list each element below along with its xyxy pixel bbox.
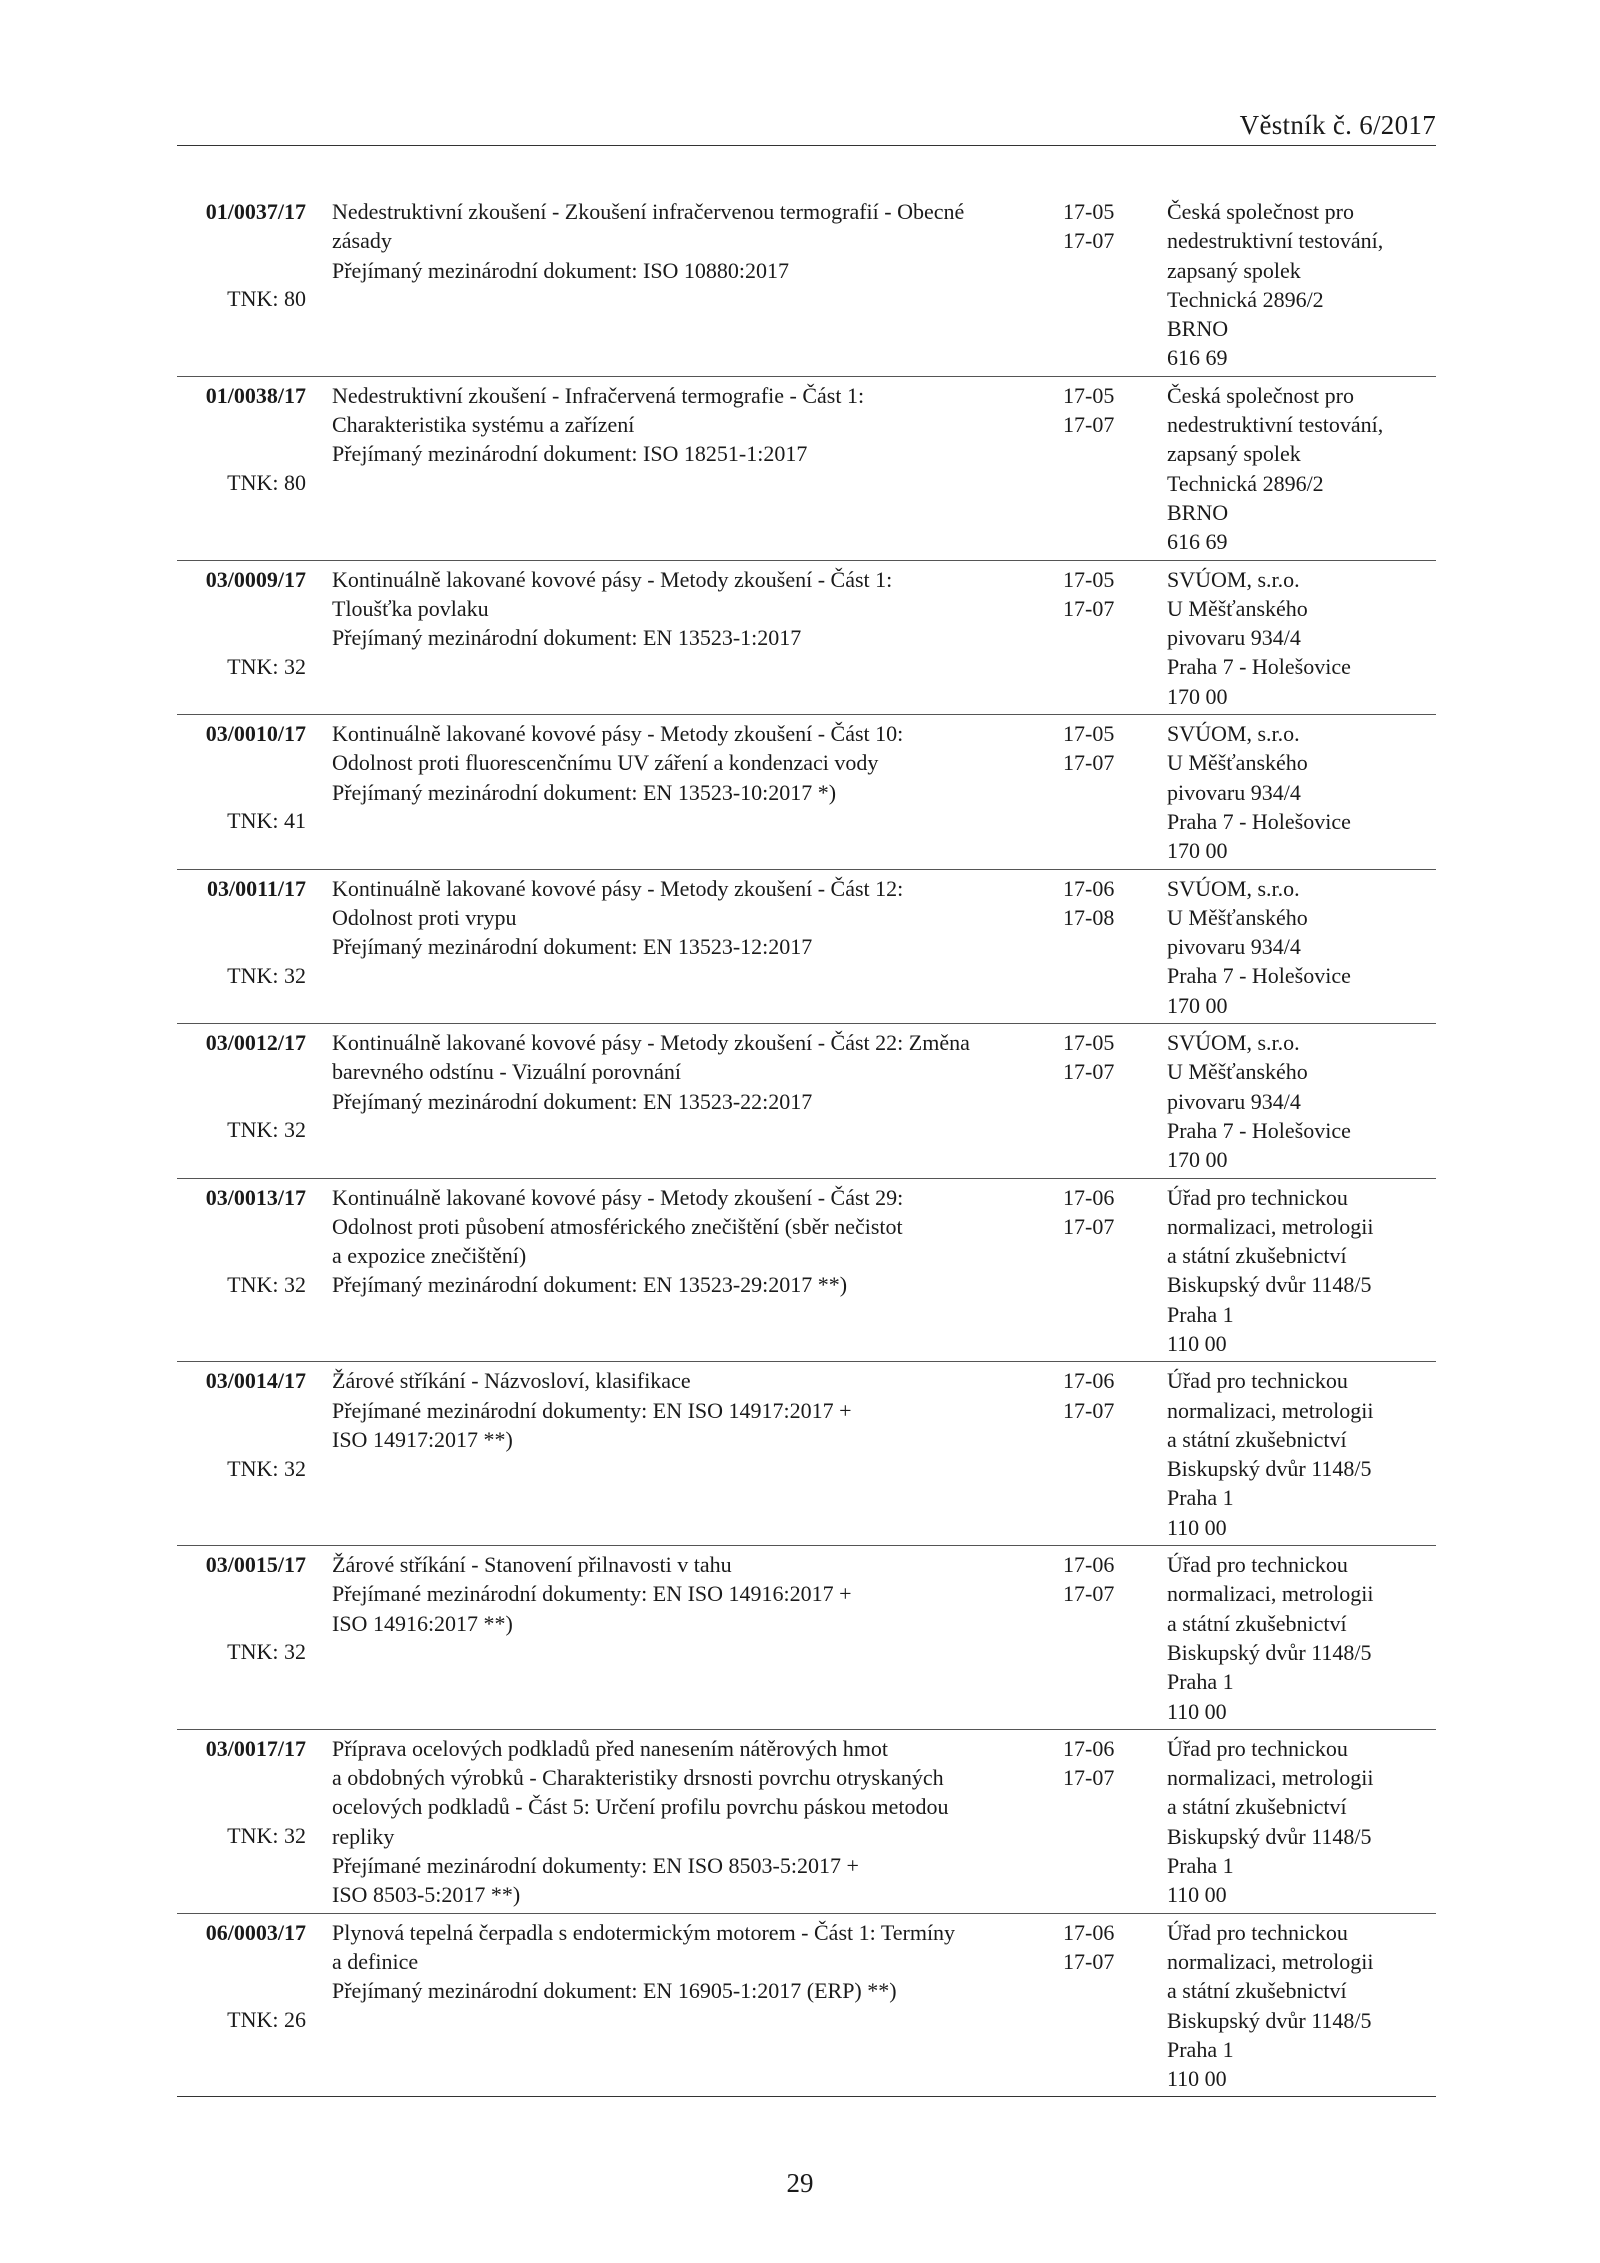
entry-title-line: Přejímané mezinárodní dokumenty: EN ISO 14916:2017 + bbox=[332, 1581, 852, 1607]
entry-contact-line: Biskupský dvůr 1148/5 bbox=[1167, 1272, 1372, 1298]
entry-title-line: Přejímané mezinárodní dokumenty: EN ISO 14917:2017 + bbox=[332, 1397, 852, 1423]
entry-date: 17-07 bbox=[1063, 1765, 1115, 1791]
entry-id-column bbox=[177, 565, 306, 711]
entry-number: 01/0038/17 bbox=[205, 382, 306, 408]
entry-title-line: Kontinuálně lakované kovové pásy - Metody zkoušení - Část 1: bbox=[332, 566, 893, 592]
list-item bbox=[177, 560, 1436, 714]
entry-tnk: TNK: 41 bbox=[227, 808, 306, 834]
entry-contact-line: Technická 2896/2 bbox=[1167, 286, 1324, 312]
entry-date: 17-07 bbox=[1063, 412, 1115, 438]
entry-contact-line: U Měšťanského bbox=[1167, 1059, 1308, 1085]
list-item bbox=[177, 1913, 1436, 2097]
entry-title-line: Žárové stříkání - Názvosloví, klasifikace bbox=[332, 1368, 691, 1394]
entry-contact-line: Úřad pro technickou bbox=[1167, 1735, 1348, 1761]
entry-contact-line: Praha 1 bbox=[1167, 1669, 1234, 1695]
entry-date: 17-07 bbox=[1063, 1581, 1115, 1607]
entry-tnk: TNK: 32 bbox=[227, 1639, 306, 1665]
list-item bbox=[177, 1178, 1436, 1362]
entry-contact-line: Praha 1 bbox=[1167, 2036, 1234, 2062]
entry-dates bbox=[1063, 874, 1131, 1020]
entry-title bbox=[332, 1918, 1063, 2094]
entry-tnk: TNK: 26 bbox=[227, 2006, 306, 2032]
entry-contact-line: normalizaci, metrologii bbox=[1167, 1765, 1374, 1791]
entry-number: 01/0037/17 bbox=[205, 199, 306, 224]
entry-id-column bbox=[177, 1734, 306, 1910]
entry-title-line: Charakteristika systému a zařízení bbox=[332, 412, 635, 438]
entry-date: 17-06 bbox=[1063, 1184, 1115, 1210]
entry-number: 03/0009/17 bbox=[205, 566, 306, 592]
entry-contact-line: a státní zkušebnictví bbox=[1167, 1243, 1347, 1269]
entry-contact-line: normalizaci, metrologii bbox=[1167, 1581, 1374, 1607]
entry-dates bbox=[1063, 1918, 1131, 2094]
entry-tnk: TNK: 32 bbox=[227, 962, 306, 988]
entry-number: 03/0010/17 bbox=[205, 721, 306, 747]
entry-title bbox=[332, 874, 1063, 1020]
entry-contact-line: 110 00 bbox=[1167, 2066, 1227, 2092]
entry-date: 17-07 bbox=[1063, 1059, 1115, 1085]
entry-contact-line: pivovaru 934/4 bbox=[1167, 625, 1301, 651]
entry-date: 17-06 bbox=[1063, 1919, 1115, 1945]
entry-title-line: Tloušťka povlaku bbox=[332, 595, 489, 621]
entry-title-line: Kontinuálně lakované kovové pásy - Metody zkoušení - Část 12: bbox=[332, 875, 904, 901]
entry-contact-line: 170 00 bbox=[1167, 838, 1228, 864]
entry-contact-line: pivovaru 934/4 bbox=[1167, 934, 1301, 960]
entry-tnk: TNK: 32 bbox=[227, 653, 306, 679]
entry-dates bbox=[1063, 1183, 1131, 1359]
entry-date: 17-07 bbox=[1063, 1397, 1115, 1423]
entry-title bbox=[332, 1028, 1063, 1174]
entry-date: 17-07 bbox=[1063, 1948, 1115, 1974]
entry-contact bbox=[1167, 874, 1447, 1020]
entry-contact bbox=[1167, 197, 1447, 373]
entry-contact-line: Česká společnost pro bbox=[1167, 382, 1354, 408]
entry-number: 06/0003/17 bbox=[205, 1919, 306, 1945]
entry-contact bbox=[1167, 1918, 1447, 2094]
entry-title-line: zásady bbox=[332, 228, 392, 254]
entry-title-line: ISO 8503-5:2017 **) bbox=[332, 1882, 521, 1908]
entry-contact-line: Úřad pro technickou bbox=[1167, 1368, 1348, 1394]
list-item bbox=[177, 869, 1436, 1023]
entry-id-column bbox=[177, 719, 306, 865]
entry-tnk: TNK: 32 bbox=[227, 1455, 306, 1481]
entry-id-column bbox=[177, 874, 306, 1020]
entry-contact-line: Praha 1 bbox=[1167, 1485, 1234, 1511]
list-item bbox=[177, 1361, 1436, 1545]
entry-title-line: Plynová tepelná čerpadla s endotermickým motorem - Část 1: Termíny bbox=[332, 1919, 956, 1945]
entry-title bbox=[332, 197, 1063, 373]
entry-contact-line: Úřad pro technickou bbox=[1167, 1552, 1348, 1578]
entry-title-line: Kontinuálně lakované kovové pásy - Metody zkoušení - Část 10: bbox=[332, 721, 904, 747]
entry-tnk: TNK: 32 bbox=[227, 1823, 306, 1849]
entry-date: 17-06 bbox=[1063, 1552, 1115, 1578]
entry-dates bbox=[1063, 565, 1131, 711]
entry-contact-line: Praha 7 - Holešovice bbox=[1167, 1117, 1351, 1143]
header-divider bbox=[177, 145, 1436, 146]
list-item bbox=[177, 714, 1436, 868]
entry-id-column bbox=[177, 1918, 306, 2094]
entry-title-line: Kontinuálně lakované kovové pásy - Metody zkoušení - Část 29: bbox=[332, 1184, 904, 1210]
entry-title bbox=[332, 1183, 1063, 1359]
entry-dates bbox=[1063, 719, 1131, 865]
entry-contact-line: normalizaci, metrologii bbox=[1167, 1213, 1374, 1239]
entry-tnk: TNK: 32 bbox=[227, 1271, 306, 1297]
entry-title-line: barevného odstínu - Vizuální porovnání bbox=[332, 1059, 681, 1085]
entry-contact-line: SVÚOM, s.r.o. bbox=[1167, 721, 1300, 747]
entry-date: 17-07 bbox=[1063, 228, 1115, 254]
entry-contact-line: BRNO bbox=[1167, 499, 1229, 525]
entry-title-line: ISO 14917:2017 **) bbox=[332, 1426, 513, 1452]
entry-date: 17-07 bbox=[1063, 595, 1115, 621]
entry-title-line: Přejímaný mezinárodní dokument: EN 16905-1:2017 (ERP) **) bbox=[332, 1978, 897, 2004]
entry-contact-line: Praha 7 - Holešovice bbox=[1167, 963, 1351, 989]
standards-list bbox=[177, 193, 1436, 2097]
entry-title bbox=[332, 565, 1063, 711]
entry-title-line: Žárové stříkání - Stanovení přilnavosti v tahu bbox=[332, 1552, 732, 1578]
entry-contact-line: SVÚOM, s.r.o. bbox=[1167, 1030, 1300, 1056]
entry-id-column bbox=[177, 197, 306, 373]
entry-title-line: Přejímaný mezinárodní dokument: EN 13523-10:2017 *) bbox=[332, 779, 837, 805]
entry-date: 17-05 bbox=[1063, 199, 1115, 224]
entry-title-line: Přejímaný mezinárodní dokument: EN 13523-29:2017 **) bbox=[332, 1272, 848, 1298]
entry-id-column bbox=[177, 1028, 306, 1174]
entry-contact-line: zapsaný spolek bbox=[1167, 441, 1301, 467]
list-item bbox=[177, 376, 1436, 560]
entry-id-column bbox=[177, 1183, 306, 1359]
entry-contact-line: Biskupský dvůr 1148/5 bbox=[1167, 1456, 1372, 1482]
entry-contact-line: normalizaci, metrologii bbox=[1167, 1948, 1374, 1974]
entry-contact-line: zapsaný spolek bbox=[1167, 257, 1301, 283]
entry-contact-line: Úřad pro technickou bbox=[1167, 1184, 1348, 1210]
entry-title-line: Přejímaný mezinárodní dokument: ISO 10880:2017 bbox=[332, 257, 790, 283]
entry-title-line: Přejímaný mezinárodní dokument: EN 13523-1:2017 bbox=[332, 625, 802, 651]
entry-tnk: TNK: 32 bbox=[227, 1117, 306, 1143]
entry-contact-line: Praha 1 bbox=[1167, 1853, 1234, 1879]
entry-number: 03/0017/17 bbox=[205, 1735, 306, 1761]
entry-contact-line: a státní zkušebnictví bbox=[1167, 1978, 1347, 2004]
entry-contact-line: 170 00 bbox=[1167, 1147, 1228, 1173]
entry-contact-line: Praha 1 bbox=[1167, 1301, 1234, 1327]
entry-date: 17-08 bbox=[1063, 904, 1115, 930]
entry-dates bbox=[1063, 197, 1131, 373]
page-number: 29 bbox=[786, 2168, 814, 2198]
entry-contact-line: pivovaru 934/4 bbox=[1167, 779, 1301, 805]
entry-title bbox=[332, 1550, 1063, 1726]
entry-dates bbox=[1063, 1550, 1131, 1726]
entry-contact-line: pivovaru 934/4 bbox=[1167, 1088, 1301, 1114]
entry-number: 03/0013/17 bbox=[205, 1184, 306, 1210]
entry-contact-line: a státní zkušebnictví bbox=[1167, 1610, 1347, 1636]
entry-title bbox=[332, 381, 1063, 557]
entry-contact bbox=[1167, 1734, 1447, 1910]
entry-title-line: Přejímaný mezinárodní dokument: EN 13523-22:2017 bbox=[332, 1088, 813, 1114]
entry-contact-line: 110 00 bbox=[1167, 1698, 1227, 1724]
entry-contact-line: Česká společnost pro bbox=[1167, 199, 1354, 224]
entry-date: 17-06 bbox=[1063, 1368, 1115, 1394]
entry-contact bbox=[1167, 1366, 1447, 1542]
entry-contact-line: 110 00 bbox=[1167, 1330, 1227, 1356]
entry-contact-line: 170 00 bbox=[1167, 683, 1228, 709]
entry-number: 03/0014/17 bbox=[205, 1368, 306, 1394]
entry-contact-line: 616 69 bbox=[1167, 345, 1228, 371]
entry-title-line: Odolnost proti vrypu bbox=[332, 904, 517, 930]
list-item bbox=[177, 1545, 1436, 1729]
entry-title bbox=[332, 1734, 1063, 1910]
entry-contact-line: Praha 7 - Holešovice bbox=[1167, 808, 1351, 834]
entry-contact-line: Technická 2896/2 bbox=[1167, 470, 1324, 496]
entry-title-line: Odolnost proti fluorescenčnímu UV záření a kondenzaci vody bbox=[332, 750, 879, 776]
entry-title-line: repliky bbox=[332, 1823, 395, 1849]
entry-contact-line: Biskupský dvůr 1148/5 bbox=[1167, 1823, 1372, 1849]
entry-contact-line: a státní zkušebnictví bbox=[1167, 1794, 1347, 1820]
entry-title-line: ISO 14916:2017 **) bbox=[332, 1610, 513, 1636]
entry-contact bbox=[1167, 1550, 1447, 1726]
entry-title-line: a expozice znečištění) bbox=[332, 1243, 527, 1269]
entry-contact-line: Úřad pro technickou bbox=[1167, 1919, 1348, 1945]
entry-id-column bbox=[177, 381, 306, 557]
entry-tnk: TNK: 80 bbox=[227, 286, 306, 312]
entry-contact bbox=[1167, 1028, 1447, 1174]
entry-date: 17-05 bbox=[1063, 721, 1115, 747]
entry-number: 03/0015/17 bbox=[205, 1552, 306, 1578]
entry-contact-line: 616 69 bbox=[1167, 529, 1228, 555]
entry-title-line: Nedestruktivní zkoušení - Infračervená termografie - Část 1: bbox=[332, 382, 865, 408]
entry-contact-line: 110 00 bbox=[1167, 1882, 1227, 1908]
entry-number: 03/0012/17 bbox=[205, 1030, 306, 1056]
entry-id-column bbox=[177, 1366, 306, 1542]
entry-title-line: Přejímaný mezinárodní dokument: EN 13523-12:2017 bbox=[332, 934, 813, 960]
entry-title-line: Kontinuálně lakované kovové pásy - Metody zkoušení - Část 22: Změna bbox=[332, 1030, 970, 1056]
entry-date: 17-05 bbox=[1063, 382, 1115, 408]
entry-title-line: a obdobných výrobků - Charakteristiky drsnosti povrchu otryskaných bbox=[332, 1765, 944, 1791]
list-item bbox=[177, 1023, 1436, 1177]
entry-contact-line: BRNO bbox=[1167, 316, 1229, 342]
entry-contact-line: normalizaci, metrologii bbox=[1167, 1397, 1374, 1423]
entry-contact-line: U Měšťanského bbox=[1167, 904, 1308, 930]
entry-date: 17-06 bbox=[1063, 1735, 1115, 1761]
entry-date: 17-05 bbox=[1063, 566, 1115, 592]
entry-contact-line: SVÚOM, s.r.o. bbox=[1167, 875, 1300, 901]
entry-title-line: Odolnost proti působení atmosférického znečištění (sběr nečistot bbox=[332, 1213, 903, 1239]
entry-title-line: Přejímané mezinárodní dokumenty: EN ISO 8503-5:2017 + bbox=[332, 1853, 859, 1879]
entry-contact-line: U Měšťanského bbox=[1167, 750, 1308, 776]
list-item bbox=[177, 193, 1436, 376]
bulletin-title: Věstník č. 6/2017 bbox=[1239, 110, 1436, 140]
entry-dates bbox=[1063, 1734, 1131, 1910]
entry-contact-line: Praha 7 - Holešovice bbox=[1167, 654, 1351, 680]
entry-contact bbox=[1167, 381, 1447, 557]
entry-contact bbox=[1167, 1183, 1447, 1359]
entry-contact-line: nedestruktivní testování, bbox=[1167, 412, 1384, 438]
entry-contact-line: Biskupský dvůr 1148/5 bbox=[1167, 2007, 1372, 2033]
entry-title-line: a definice bbox=[332, 1948, 419, 1974]
entry-contact-line: SVÚOM, s.r.o. bbox=[1167, 566, 1300, 592]
entry-contact bbox=[1167, 565, 1447, 711]
entry-title-line: Přejímaný mezinárodní dokument: ISO 18251-1:2017 bbox=[332, 441, 808, 467]
entry-date: 17-07 bbox=[1063, 1213, 1115, 1239]
entry-dates bbox=[1063, 1366, 1131, 1542]
entry-date: 17-06 bbox=[1063, 875, 1115, 901]
entry-title-line: ocelových podkladů - Část 5: Určení profilu povrchu páskou metodou bbox=[332, 1794, 949, 1820]
entry-contact-line: 110 00 bbox=[1167, 1514, 1227, 1540]
entry-tnk: TNK: 80 bbox=[227, 470, 306, 496]
entry-contact-line: Biskupský dvůr 1148/5 bbox=[1167, 1639, 1372, 1665]
list-item bbox=[177, 1729, 1436, 1913]
entry-number: 03/0011/17 bbox=[206, 875, 306, 901]
entry-contact bbox=[1167, 719, 1447, 865]
entry-date: 17-07 bbox=[1063, 750, 1115, 776]
entry-contact-line: U Měšťanského bbox=[1167, 595, 1308, 621]
entry-id-column bbox=[177, 1550, 306, 1726]
entry-dates bbox=[1063, 381, 1131, 557]
entry-title-line: Příprava ocelových podkladů před nanesením nátěrových hmot bbox=[332, 1735, 888, 1761]
entry-title-line: Nedestruktivní zkoušení - Zkoušení infračervenou termografií - Obecné bbox=[332, 199, 965, 224]
entry-dates bbox=[1063, 1028, 1131, 1174]
entry-contact-line: 170 00 bbox=[1167, 992, 1228, 1018]
entry-title bbox=[332, 719, 1063, 865]
entry-title bbox=[332, 1366, 1063, 1542]
entry-contact-line: nedestruktivní testování, bbox=[1167, 228, 1384, 254]
entry-contact-line: a státní zkušebnictví bbox=[1167, 1426, 1347, 1452]
entry-date: 17-05 bbox=[1063, 1030, 1115, 1056]
